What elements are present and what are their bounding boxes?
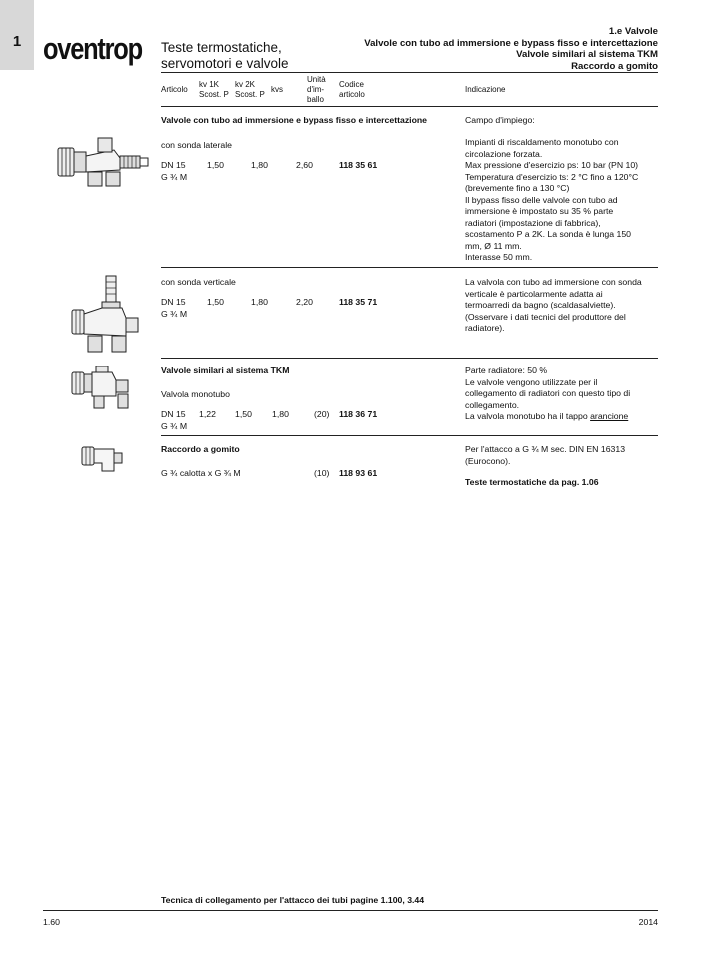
codice-verticale: 118 35 71	[339, 297, 378, 307]
indicazione-laterale: Impianti di riscaldamento monotubo con circolazione forzata. Max pressione d'esercizio ps: 10 bar (PN 10) Temperatura d'esercizio ts: 2 °C fino a 120°C (brevemente fino a 130 °C) Il bypass fisso delle valvole con tubo ad immersione è impostato su 35 % parte radiatori (impostazione di fabbrica), scostamento P a 2K. La sonda è lunga 150 mm, Ø 11 mm. Interasse 50 mm.	[465, 137, 639, 262]
col-kv2k: kv 2K Scost. P	[235, 80, 265, 99]
elbow-fitting-image	[80, 443, 126, 473]
col-codice: Codice articolo	[339, 80, 365, 99]
col-unita: Unità d'im- ballo	[307, 75, 326, 104]
kv2k-laterale: 1,80	[251, 160, 268, 170]
table-header-rule	[161, 106, 658, 107]
indicazione-tkm: Parte radiatore: 50 % Le valvole vengono utilizzate per il collegamento di radiatori con questo tipo di collegamento. La valvola monotubo ha il tappo arancione	[465, 365, 631, 421]
articolo-laterale: DN 15 G ¾ M	[161, 160, 188, 182]
heading-immersione: Valvole con tubo ad immersione e bypass fisso e intercettazione	[161, 115, 428, 125]
heading-tkm: Valvole similari al sistema TKM	[161, 365, 290, 375]
valve-lateral-probe-image	[54, 134, 154, 190]
articolo-verticale: DN 15 G ¾ M	[161, 297, 188, 319]
unita-raccordo: (10)	[314, 468, 330, 478]
kvs-tkm: 1,80	[272, 409, 289, 419]
codice-raccordo: 118 93 61	[339, 468, 378, 478]
footer-note: Tecnica di collegamento per l'attacco dei tubi pagine 1.100, 3.44	[161, 895, 425, 905]
kv1k-tkm: 1,22	[199, 409, 216, 419]
color-orange-cap: arancione	[590, 411, 629, 421]
kv2k-tkm: 1,50	[235, 409, 252, 419]
codice-laterale: 118 35 61	[339, 160, 378, 170]
label-laterale: con sonda laterale	[161, 140, 232, 150]
heading-raccordo: Raccordo a gomito	[161, 444, 240, 454]
footer-rule	[43, 910, 658, 911]
kv2k-verticale: 1,80	[251, 297, 268, 307]
kv1k-verticale: 1,50	[207, 297, 224, 307]
valve-vertical-probe-image	[66, 274, 146, 356]
monotube-valve-image	[68, 366, 136, 410]
year: 2014	[638, 917, 658, 927]
campo-impiego: Campo d'impiego:	[465, 115, 535, 125]
col-kvs: kvs	[271, 85, 283, 94]
indicazione-raccordo: Per l'attacco a G ¾ M sec. DIN EN 16313 (Eurocono).	[465, 444, 626, 466]
header-rule	[161, 72, 658, 73]
kvs-verticale: 2,20	[296, 297, 313, 307]
row-divider-3	[161, 435, 658, 436]
indicazione-verticale: La valvola con tubo ad immersione con sonda verticale è particolarmente adatta ai termoarredi da bagno (scaldasalviette). (Osservare i dati tecnici del produttore del radiatore).	[465, 277, 642, 333]
brand-logo: oventrop	[43, 31, 142, 66]
kv1k-laterale: 1,50	[207, 160, 224, 170]
chapter-number: 1	[12, 33, 22, 50]
page-number: 1.60	[43, 917, 60, 927]
label-tkm: Valvola monotubo	[161, 389, 230, 399]
document-title: Teste termostatiche, servomotori e valvole	[161, 40, 289, 71]
row-divider-2	[161, 358, 658, 359]
articolo-raccordo: G ¾ calotta x G ¾ M	[161, 468, 241, 478]
crossref-note: Teste termostatiche da pag. 1.06	[465, 477, 599, 487]
col-indicazione: Indicazione	[465, 85, 506, 94]
unita-tkm: (20)	[314, 409, 330, 419]
kvs-laterale: 2,60	[296, 160, 313, 170]
articolo-tkm: DN 15 G ¾ M	[161, 409, 188, 431]
col-kv1k: kv 1K Scost. P	[199, 80, 229, 99]
codice-tkm: 118 36 71	[339, 409, 378, 419]
row-divider-1	[161, 267, 658, 268]
col-articolo: Articolo	[161, 85, 188, 94]
section-header: 1.e Valvole Valvole con tubo ad immersione e bypass fisso e intercettazione Valvole similari al sistema TKM Raccordo a gomito	[364, 26, 658, 72]
label-verticale: con sonda verticale	[161, 277, 236, 287]
